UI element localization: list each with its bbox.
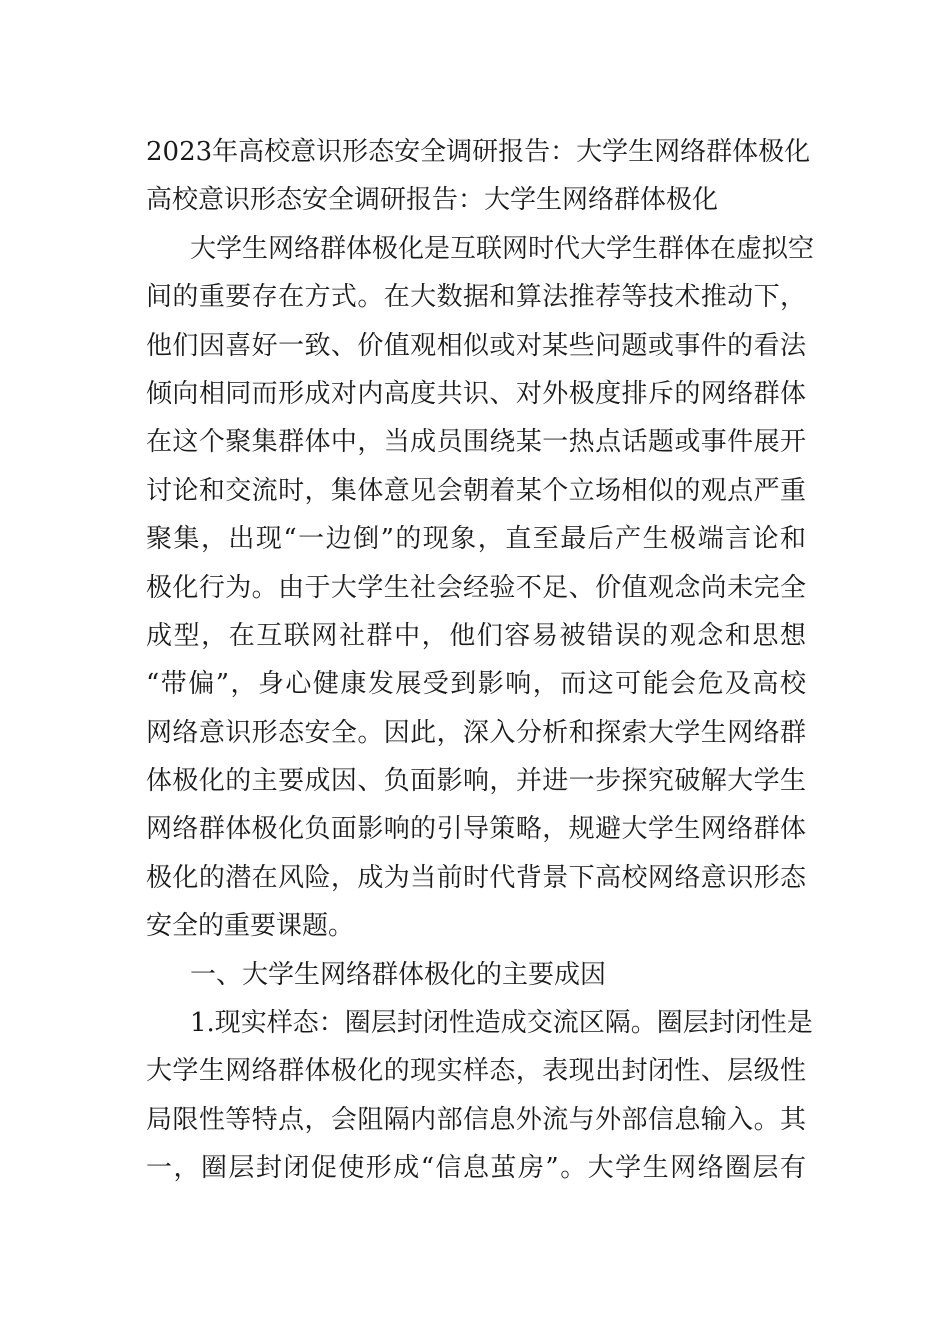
document-title-line1: 2023年高校意识形态安全调研报告：大学生网络群体极化 xyxy=(146,137,811,167)
paragraph-line: 一，圈层封闭促使形成“信息茧房”。大学生网络圈层有 xyxy=(146,1153,806,1184)
paragraph-line: “带偏”，身心健康发展受到影响，而这可能会危及高校 xyxy=(146,669,806,700)
document-page xyxy=(146,128,815,1193)
paragraph-1 xyxy=(146,225,815,951)
paragraph-line: 网络意识形态安全。因此，深入分析和探索大学生网络群 xyxy=(146,717,806,748)
paragraph-line: 网络群体极化负面影响的引导策略，规避大学生网络群体 xyxy=(146,814,806,845)
paragraph-line: 他们因喜好一致、价值观相似或对某些问题或事件的看法 xyxy=(146,330,806,361)
paragraph-line: 在这个聚集群体中，当成员围绕某一热点话题或事件展开 xyxy=(146,427,806,458)
paragraph-line: 大学生网络群体极化的现实样态，表现出封闭性、层级性 xyxy=(146,1056,806,1087)
paragraph-line: 成型，在互联网社群中，他们容易被错误的观念和思想 xyxy=(146,620,806,651)
paragraph-line: 体极化的主要成因、负面影响，并进一步探究破解大学生 xyxy=(146,766,806,797)
paragraph-line: 大学生网络群体极化是互联网时代大学生群体在虚拟空 xyxy=(190,233,815,264)
paragraph-line: 极化行为。由于大学生社会经验不足、价值观念尚未完全 xyxy=(146,572,806,603)
paragraph-line: 讨论和交流时，集体意见会朝着某个立场相似的观点严重 xyxy=(146,475,806,506)
paragraph-line: 1.现实样态：圈层封闭性造成交流区隔。圈层封闭性是 xyxy=(190,1008,813,1039)
paragraph-line: 局限性等特点，会阻隔内部信息外流与外部信息输入。其 xyxy=(146,1104,806,1135)
paragraph-line: 间的重要存在方式。在大数据和算法推荐等技术推动下， xyxy=(146,282,806,313)
paragraph-line: 聚集，出现“一边倒”的现象，直至最后产生极端言论和 xyxy=(146,524,806,555)
paragraph-2 xyxy=(146,999,813,1193)
paragraph-line: 倾向相同而形成对内高度共识、对外极度排斥的网络群体 xyxy=(146,378,806,409)
paragraph-line: 极化的潜在风险，成为当前时代背景下高校网络意识形态 xyxy=(146,862,806,893)
paragraph-line: 安全的重要课题。 xyxy=(146,911,355,942)
section-heading: 一、大学生网络群体极化的主要成因 xyxy=(190,959,607,990)
document-title-line2: 高校意识形态安全调研报告：大学生网络群体极化 xyxy=(146,185,719,216)
